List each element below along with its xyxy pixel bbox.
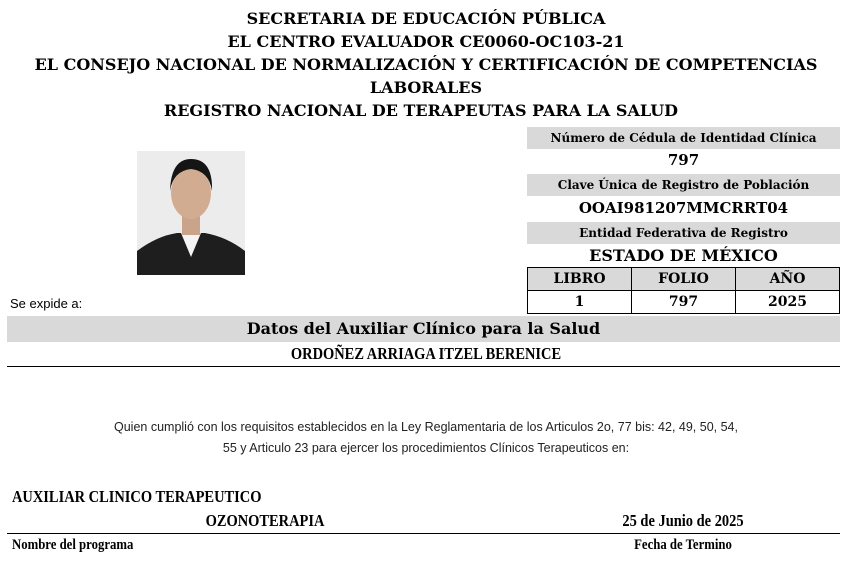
statement-line-1: Quien cumplió con los requisitos establecidos en la Ley Reglamentaria de los Articulos 2o, 77 bis: 42, 49, 50, 54, <box>114 420 738 434</box>
registry-header-row <box>528 268 840 291</box>
program-name-label: Nombre del programa <box>12 537 134 553</box>
issued-to-label: Se expide a: <box>10 296 83 311</box>
statement-line-2: 55 y Articulo 23 para ejercer los procedimientos Clínicos Terapeuticos en: <box>222 441 630 455</box>
header-line-1: SECRETARIA DE EDUCACIÓN PÚBLICA <box>246 9 606 28</box>
header-line-2: EL CENTRO EVALUADOR CE0060-OC103-21 <box>227 32 625 51</box>
cedula-label: Número de Cédula de Identidad Clínica <box>527 127 840 149</box>
person-photo <box>137 151 245 275</box>
program-name: OZONOTERAPIA <box>205 511 325 530</box>
statement-text <box>0 417 852 459</box>
curp-label: Clave Única de Registro de Población <box>527 174 840 196</box>
section-title: Datos del Auxiliar Clínico para la Salud <box>7 316 840 342</box>
person-name: ORDOÑEZ ARRIAGA ITZEL BERENICE <box>290 344 562 363</box>
libro-header: LIBRO <box>528 268 632 291</box>
cedula-value: 797 <box>667 151 700 169</box>
header-line-4: LABORALES <box>369 78 483 97</box>
completion-date: 25 de Junio de 2025 <box>622 511 744 530</box>
folio-header: FOLIO <box>632 268 736 291</box>
signature-line <box>7 533 840 534</box>
anio-header: AÑO <box>736 268 840 291</box>
program-title: AUXILIAR CLINICO TERAPEUTICO <box>12 487 262 506</box>
entidad-value: ESTADO DE MÉXICO <box>589 246 778 265</box>
libro-value: 1 <box>528 291 632 314</box>
entidad-label: Entidad Federativa de Registro <box>527 222 840 244</box>
registry-table <box>527 267 840 314</box>
folio-value: 797 <box>632 291 736 314</box>
person-photo-icon <box>137 151 245 275</box>
divider <box>7 366 840 367</box>
date-label: Fecha de Termino <box>634 537 732 553</box>
curp-value: OOAI981207MMCRRT04 <box>578 199 789 217</box>
header-line-3: EL CONSEJO NACIONAL DE NORMALIZACIÓN Y CERTIFICACIÓN DE COMPETENCIAS <box>34 55 818 74</box>
anio-value: 2025 <box>736 291 840 314</box>
registry-value-row <box>528 291 840 314</box>
header-line-5: REGISTRO NACIONAL DE TERAPEUTAS PARA LA SALUD <box>163 101 679 120</box>
